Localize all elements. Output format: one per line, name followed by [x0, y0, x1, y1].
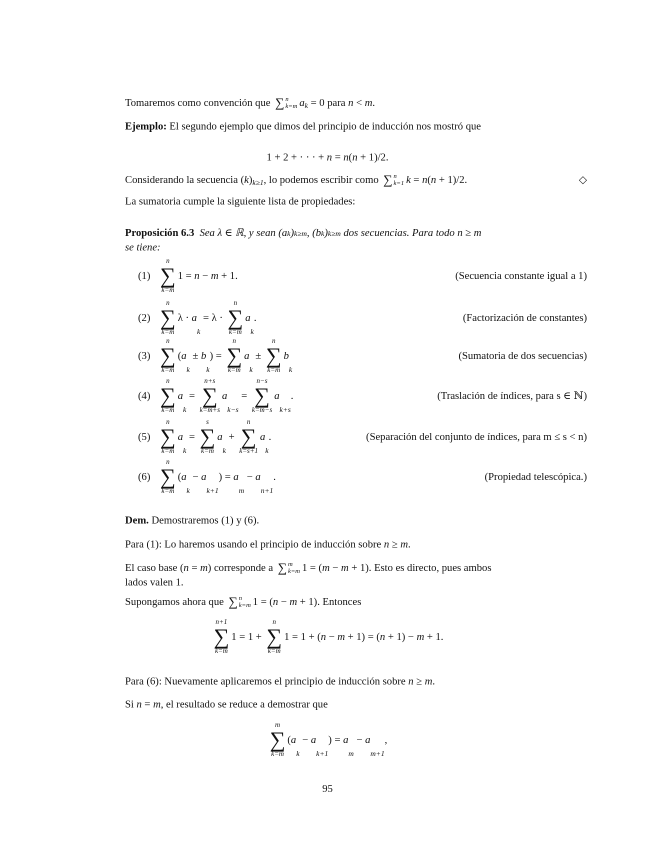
page-number: 95	[322, 784, 333, 795]
property-label: (Traslación de índices, para s ∈ ℕ)	[437, 391, 587, 402]
property-label: (Factorización de constantes)	[462, 312, 587, 324]
sum-limits	[239, 595, 251, 609]
subscript: n+1	[260, 486, 274, 495]
text-line	[0, 153, 655, 164]
subscript: k	[182, 405, 187, 414]
math-variable: m	[337, 631, 345, 643]
text: ,	[384, 734, 388, 746]
text: + 1.	[218, 270, 238, 282]
text: Tomaremos como convención que	[125, 97, 274, 109]
display-summation	[239, 418, 258, 456]
math-variable: b	[283, 350, 289, 362]
sum-upper-limit: n	[166, 257, 170, 265]
math-variable: m	[341, 562, 349, 574]
math-variable: a	[290, 734, 297, 746]
subscript: k	[186, 486, 190, 495]
text-line	[138, 257, 587, 295]
subscript: k+s	[279, 405, 291, 414]
math-variable: n	[422, 174, 428, 186]
math-variable: b	[200, 350, 207, 362]
text: −	[199, 270, 211, 282]
bold-heading: Dem.	[125, 515, 149, 527]
math-variable: a	[274, 390, 280, 402]
text: =	[332, 152, 344, 164]
sum-lower-limit: k=m	[161, 406, 175, 414]
math-variable: a	[245, 312, 251, 324]
sigma-symbol: ∑	[265, 343, 282, 368]
subscript: k+1	[316, 749, 329, 758]
sum-upper-limit: n	[271, 337, 276, 345]
text: (	[427, 174, 431, 186]
sum-lower-limit: k=m	[161, 487, 175, 495]
emphasis-text: , (	[306, 227, 316, 239]
math-variable: m	[416, 631, 425, 643]
text: −	[189, 471, 202, 483]
sum-lower-limit: k=m	[161, 366, 175, 374]
math-variable: n	[183, 562, 189, 574]
display-summation	[160, 299, 176, 337]
text: Para (6): Nuevamente aplicaremos el principio de inducción sobre	[125, 676, 409, 688]
sum-lower-limit: k=m	[228, 328, 242, 336]
text-line	[0, 721, 655, 759]
math-variable: m	[364, 97, 373, 109]
text-line	[125, 197, 355, 208]
sum-upper-limit: n	[166, 377, 170, 385]
text-line	[138, 337, 587, 375]
text: −	[353, 734, 366, 746]
text: .	[407, 539, 411, 551]
sum-lower-limit: k=m	[161, 447, 175, 455]
subscript: m	[348, 749, 354, 758]
subscript: k	[321, 229, 325, 238]
sigma-symbol: ∑	[227, 305, 244, 330]
text: + 1)/2.	[436, 174, 468, 186]
text-line	[125, 227, 481, 239]
subscript: k	[288, 365, 293, 374]
sum-lower-limit: k=m	[267, 647, 281, 655]
math-variable: n	[352, 152, 358, 164]
sum-upper-limit: m	[288, 561, 293, 568]
subscript: k	[206, 365, 210, 374]
display-summation	[200, 377, 220, 415]
emphasis-text: Sea λ ∈ ℝ, y sean (	[194, 228, 282, 239]
item-number: (6)	[138, 471, 151, 483]
math-variable: m	[289, 596, 298, 608]
math-variable: n	[320, 631, 327, 643]
emphasis-text: dos secuencias. Para todo n ≥ m	[340, 227, 482, 239]
text: Considerando la secuencia (	[125, 174, 245, 186]
subscript: k+1	[206, 486, 219, 495]
subscript: m+1	[370, 749, 385, 758]
text: + 1). Esto es directo, pues ambos	[348, 562, 492, 574]
text: =	[186, 431, 198, 443]
text: ±	[189, 350, 201, 362]
inline-summation	[383, 172, 404, 188]
math-variable: n	[408, 676, 414, 688]
text: 1 =	[177, 270, 195, 282]
emphasis-text: b	[315, 227, 322, 239]
sigma-symbol: ∑	[160, 383, 176, 408]
math-variable: m	[153, 699, 161, 711]
subscript: k	[304, 101, 309, 110]
math-variable: a	[260, 431, 266, 443]
display-summation	[160, 377, 176, 415]
sum-lower-limit: k=s+1	[239, 447, 258, 455]
sigma-symbol: ∑	[160, 263, 176, 288]
text: ±	[252, 350, 264, 362]
sum-upper-limit: n	[166, 337, 170, 345]
subscript: k	[265, 446, 269, 455]
text: ) corresponde a	[207, 562, 276, 574]
math-variable: n	[379, 631, 386, 643]
text-line	[125, 594, 361, 610]
math-variable: a	[233, 471, 239, 483]
text-line	[125, 516, 259, 527]
sum-upper-limit: m	[275, 721, 281, 729]
sum-upper-limit: n	[393, 173, 397, 180]
text: ) =	[328, 734, 344, 746]
subscript: k	[249, 365, 253, 374]
math-variable: a	[244, 350, 250, 362]
text: .	[290, 390, 294, 402]
sum-upper-limit: s	[206, 418, 209, 426]
subscript: k	[186, 365, 190, 374]
text-line	[125, 578, 184, 589]
text: + 1) −	[385, 631, 417, 643]
math-variable: a	[299, 97, 305, 109]
sum-upper-limit: n	[238, 595, 243, 602]
sigma-symbol: ∑	[160, 305, 176, 330]
text: ) =	[209, 350, 225, 362]
sigma-symbol: ∑	[226, 343, 243, 368]
inline-summation	[278, 560, 300, 576]
text: (	[177, 471, 182, 483]
text: 1 = 1 + (	[284, 631, 321, 643]
text: ) =	[218, 471, 234, 483]
sum-lower-limit: k=m	[271, 750, 284, 758]
text: Supongamos ahora que	[125, 596, 227, 608]
text-line	[0, 618, 655, 656]
sum-lower-limit: k=m−s	[251, 406, 273, 414]
end-of-example-mark: ◇	[578, 175, 587, 186]
math-variable: a	[181, 350, 187, 362]
item-number: (4)	[138, 390, 151, 402]
inline-summation	[229, 594, 251, 610]
subscript: k	[296, 749, 300, 758]
math-variable: a	[310, 734, 317, 746]
text-line	[125, 700, 328, 711]
text: 1 + 2 + · · · +	[266, 152, 327, 164]
subscript: k	[196, 327, 201, 336]
math-variable: n	[383, 539, 390, 551]
property-label: (Sumatoria de dos secuencias)	[458, 350, 587, 362]
display-summation	[214, 618, 230, 656]
text: .	[268, 431, 272, 443]
math-variable: k	[244, 174, 249, 186]
sigma-symbol: ∑	[266, 624, 283, 649]
display-summation	[160, 418, 176, 456]
text: 1 = (	[301, 562, 323, 574]
text: 1 = 1 +	[231, 631, 265, 643]
text-line	[138, 418, 587, 456]
sigma-symbol: ∑	[160, 464, 176, 489]
text: =	[188, 562, 201, 574]
sum-upper-limit: n	[285, 96, 289, 103]
math-variable: a	[221, 390, 228, 402]
text: El caso base (	[125, 562, 184, 574]
sum-upper-limit: n	[166, 299, 170, 307]
subscript: k	[250, 327, 254, 336]
math-variable: n	[272, 596, 279, 608]
sum-lower-limit: k=m	[285, 103, 298, 110]
subscript: k≥1	[252, 178, 264, 187]
sum-upper-limit: n	[272, 618, 276, 626]
text: ≥	[389, 539, 401, 551]
sum-upper-limit: n+1	[215, 618, 228, 626]
sum-lower-limit: k=m	[227, 366, 241, 374]
sigma-symbol: ∑	[228, 594, 238, 609]
text: ≥	[413, 676, 425, 688]
text: .	[432, 676, 436, 688]
text-line	[125, 243, 161, 254]
display-summation	[160, 458, 176, 496]
emphasis-text: se tiene:	[125, 242, 161, 254]
sigma-symbol: ∑	[240, 424, 257, 449]
sigma-symbol: ∑	[213, 624, 230, 649]
sigma-symbol: ∑	[383, 172, 393, 187]
sigma-symbol: ∑	[277, 560, 288, 575]
math-variable: m	[322, 562, 330, 574]
display-summation	[228, 299, 244, 337]
sum-limits	[394, 173, 405, 187]
sum-upper-limit: n	[246, 418, 251, 426]
text: , lo podemos escribir como	[263, 174, 382, 186]
text-line	[125, 122, 481, 133]
sum-lower-limit: k=m	[214, 647, 228, 655]
text: (	[348, 152, 353, 164]
text: (	[177, 350, 182, 362]
text-line	[138, 377, 587, 415]
inline-summation	[275, 95, 297, 111]
sum-upper-limit: n−s	[256, 377, 268, 385]
text: + 1) = (	[344, 631, 380, 643]
text: + 1.	[424, 631, 444, 643]
sum-upper-limit: n	[166, 418, 170, 426]
text-line	[125, 540, 411, 551]
text: )	[248, 174, 253, 186]
sigma-symbol: ∑	[254, 383, 270, 408]
math-variable: k	[406, 174, 411, 186]
display-summation	[200, 418, 216, 456]
text: + 1). Entonces	[297, 596, 362, 608]
text: = 0 para	[308, 97, 349, 109]
math-variable: m	[210, 270, 219, 282]
emphasis-text: )	[324, 227, 328, 239]
item-number: (5)	[138, 431, 151, 443]
text-line	[125, 172, 587, 188]
sum-lower-limit: k=1	[393, 180, 405, 187]
text: Si	[125, 699, 137, 711]
text: La sumatoria cumple la siguiente lista de propiedades:	[125, 196, 356, 208]
text: .	[273, 471, 276, 483]
text: , el resultado se reduce a demostrar que	[160, 699, 328, 711]
subscript: k	[287, 229, 291, 238]
item-number: (2)	[138, 312, 151, 324]
sum-lower-limit: k=m	[161, 328, 175, 336]
math-variable: a	[343, 734, 349, 746]
math-variable: a	[255, 471, 261, 483]
math-variable: a	[191, 312, 197, 324]
bold-heading: Proposición 6.3	[125, 227, 195, 239]
text: <	[353, 97, 365, 109]
text: +	[225, 431, 238, 443]
sum-limits	[285, 96, 297, 110]
sum-upper-limit: n	[233, 299, 238, 307]
text: −	[329, 562, 342, 574]
text-line	[138, 458, 587, 496]
sigma-symbol: ∑	[201, 383, 218, 408]
sum-upper-limit: n+s	[204, 377, 216, 385]
math-variable: a	[217, 431, 223, 443]
text: −	[278, 596, 290, 608]
sigma-symbol: ∑	[160, 343, 176, 368]
math-variable: n	[348, 97, 354, 109]
sigma-symbol: ∑	[160, 424, 176, 449]
text-line	[138, 299, 587, 337]
display-summation	[252, 377, 272, 415]
math-variable: a	[365, 734, 371, 746]
text: −	[244, 471, 256, 483]
text: + 1)/2.	[357, 152, 389, 164]
sum-lower-limit: k=m	[161, 286, 175, 294]
text-line	[125, 560, 491, 576]
text: 1 = (	[252, 596, 273, 608]
property-label: (Secuencia constante igual a 1)	[455, 270, 587, 282]
sum-lower-limit: k=m+s	[199, 406, 220, 414]
sum-upper-limit: n	[232, 337, 237, 345]
math-variable: n	[430, 174, 437, 186]
item-number: (3)	[138, 350, 151, 362]
math-variable: m	[200, 562, 208, 574]
item-number: (1)	[138, 270, 151, 282]
sigma-symbol: ∑	[275, 95, 285, 110]
math-variable: n	[343, 152, 349, 164]
text: −	[299, 734, 311, 746]
subscript: k≥m	[294, 229, 307, 238]
sum-lower-limit: k=m	[267, 366, 281, 374]
math-variable: m	[424, 676, 433, 688]
math-variable: n	[194, 270, 200, 282]
emphasis-text: a	[281, 227, 288, 239]
text: =	[186, 390, 198, 402]
text: =	[410, 174, 423, 186]
subscript: k≥m	[327, 229, 341, 238]
text: lados valen 1.	[125, 577, 184, 589]
sigma-symbol: ∑	[269, 727, 286, 752]
text: =	[141, 699, 154, 711]
display-summation	[266, 618, 282, 656]
text: (	[287, 734, 291, 746]
sum-upper-limit: n	[166, 458, 170, 466]
sum-lower-limit: k=m	[238, 602, 251, 609]
display-summation	[160, 257, 176, 295]
math-variable: n	[136, 699, 142, 711]
text: El segundo ejemplo que dimos del principio de inducción nos mostró que	[166, 121, 482, 133]
math-variable: n	[326, 152, 333, 164]
text: .	[253, 312, 257, 324]
text: .	[372, 97, 376, 109]
subscript: m	[238, 486, 245, 495]
text: Demostraremos (1) y (6).	[148, 515, 260, 527]
sigma-symbol: ∑	[199, 424, 216, 449]
bold-heading: Ejemplo:	[125, 121, 167, 133]
sum-limits	[288, 561, 300, 575]
property-label: (Propiedad telescópica.)	[484, 471, 587, 483]
display-summation	[270, 721, 286, 759]
sum-lower-limit: k=m	[201, 447, 214, 455]
display-summation	[226, 337, 242, 375]
math-variable: a	[177, 431, 183, 443]
property-label: (Separación del conjunto de índices, para m ≤ s < n)	[366, 431, 587, 443]
text: = λ ·	[200, 312, 226, 324]
text-line	[125, 95, 375, 111]
math-variable: a	[181, 471, 187, 483]
sum-lower-limit: k=m	[288, 568, 300, 575]
display-summation	[266, 337, 282, 375]
text: =	[238, 390, 250, 402]
subscript: k−s	[227, 405, 239, 414]
subscript: k	[182, 446, 187, 455]
text-line	[125, 677, 435, 688]
text: λ ·	[177, 312, 192, 324]
math-variable: m	[400, 539, 408, 551]
math-variable: a	[177, 390, 183, 402]
text: −	[326, 631, 338, 643]
text: Para (1): Lo haremos usando el principio de inducción sobre	[125, 539, 384, 551]
emphasis-text: )	[290, 227, 295, 239]
subscript: k	[222, 446, 226, 455]
math-variable: a	[201, 471, 207, 483]
display-summation	[160, 337, 176, 375]
